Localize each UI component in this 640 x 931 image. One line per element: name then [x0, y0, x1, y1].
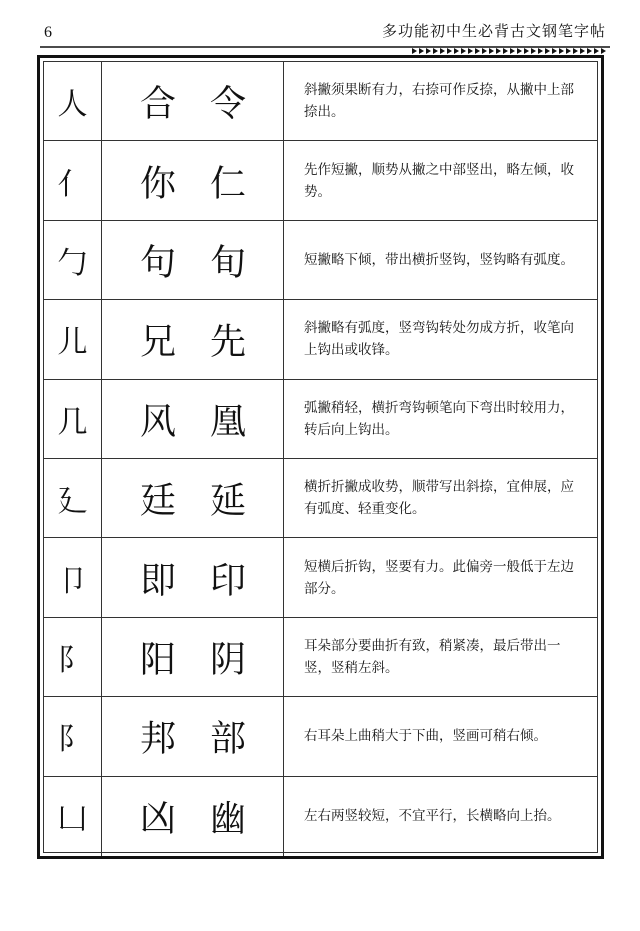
- table-row: [44, 300, 597, 379]
- radical-cell: 卩: [44, 538, 102, 616]
- table-row: [44, 777, 597, 856]
- example-characters-cell: [102, 380, 284, 458]
- writing-note-cell: [284, 459, 597, 537]
- example-character: 凰: [210, 401, 247, 443]
- writing-note-cell: [284, 62, 597, 140]
- table-row: [44, 221, 597, 300]
- example-character: 凶: [140, 798, 177, 840]
- radical-table-body: [43, 61, 598, 853]
- example-characters-cell: [102, 697, 284, 775]
- example-character: 印: [210, 560, 247, 602]
- writing-note-text: 斜撇须果断有力，右捺可作反捺，从撇中上部捺出。: [304, 82, 574, 121]
- writing-note-text: 横折折撇成收势，顺带写出斜捺，宜伸展，应有弧度、轻重变化。: [304, 479, 574, 518]
- writing-note-text: 左右两竖较短，不宜平行，长横略向上抬。: [304, 808, 561, 825]
- example-characters-cell: [102, 459, 284, 537]
- writing-note-text: 弧撇稍轻，横折弯钩顿笔向下弯出时较用力，转后向上钩出。: [304, 399, 574, 438]
- writing-note-cell: [284, 380, 597, 458]
- book-title: 多功能初中生必背古文钢笔字帖: [381, 22, 606, 40]
- example-character: 廷: [140, 480, 177, 522]
- page-number: 6: [44, 24, 52, 41]
- table-row: [44, 141, 597, 220]
- radical-cell: 几: [44, 380, 102, 458]
- radical-cell: 勹: [44, 221, 102, 299]
- example-characters-cell: [102, 538, 284, 616]
- example-character: 部: [210, 718, 247, 760]
- example-character: 阴: [210, 639, 247, 681]
- writing-note-cell: [284, 300, 597, 378]
- writing-note-text: 短撇略下倾，带出横折竖钩，竖钩略有弧度。: [304, 251, 574, 268]
- writing-note-cell: [284, 221, 597, 299]
- example-character: 句: [140, 242, 177, 284]
- example-character: 幽: [210, 798, 247, 840]
- example-character: 旬: [210, 242, 247, 284]
- table-row: [44, 459, 597, 538]
- example-character: 即: [140, 560, 177, 602]
- example-characters-cell: [102, 300, 284, 378]
- writing-note-text: 先作短撇，顺势从撇之中部竖出，略左倾，收势。: [304, 161, 574, 200]
- radical-cell: 儿: [44, 300, 102, 378]
- example-character: 令: [210, 83, 247, 125]
- example-character: 仁: [210, 163, 247, 205]
- table-row: [44, 62, 597, 141]
- writing-note-text: 斜撇略有弧度，竖弯钩转处勿成方折，收笔向上钩出或收锋。: [304, 320, 574, 359]
- radical-table: [37, 55, 604, 859]
- writing-note-cell: [284, 538, 597, 616]
- header-zigzag-rule: [40, 46, 610, 54]
- example-character: 你: [140, 163, 177, 205]
- table-row: [44, 697, 597, 776]
- writing-note-cell: [284, 697, 597, 775]
- table-row: [44, 618, 597, 697]
- table-row: [44, 538, 597, 617]
- example-character: 风: [140, 401, 177, 443]
- example-character: 兄: [140, 321, 177, 363]
- example-characters-cell: [102, 62, 284, 140]
- table-row: [44, 380, 597, 459]
- radical-cell: 廴: [44, 459, 102, 537]
- writing-note-cell: [284, 618, 597, 696]
- example-character: 先: [210, 321, 247, 363]
- radical-cell: 亻: [44, 141, 102, 219]
- writing-note-text: 右耳朵上曲稍大于下曲，竖画可稍右倾。: [304, 728, 547, 745]
- radical-cell: 阝: [44, 618, 102, 696]
- example-character: 延: [210, 480, 247, 522]
- example-characters-cell: [102, 141, 284, 219]
- example-characters-cell: [102, 777, 284, 856]
- radical-cell: 人: [44, 62, 102, 140]
- writing-note-cell: [284, 141, 597, 219]
- example-character: 阳: [140, 639, 177, 681]
- example-characters-cell: [102, 221, 284, 299]
- radical-cell: 凵: [44, 777, 102, 856]
- writing-note-text: 短横后折钩，竖要有力。此偏旁一般低于左边部分。: [304, 558, 574, 597]
- example-characters-cell: [102, 618, 284, 696]
- example-character: 邦: [140, 718, 177, 760]
- radical-cell: 阝: [44, 697, 102, 775]
- writing-note-cell: [284, 777, 597, 856]
- example-character: 合: [140, 83, 177, 125]
- writing-note-text: 耳朵部分要曲折有致，稍紧凑，最后带出一竖，竖稍左斜。: [304, 637, 561, 676]
